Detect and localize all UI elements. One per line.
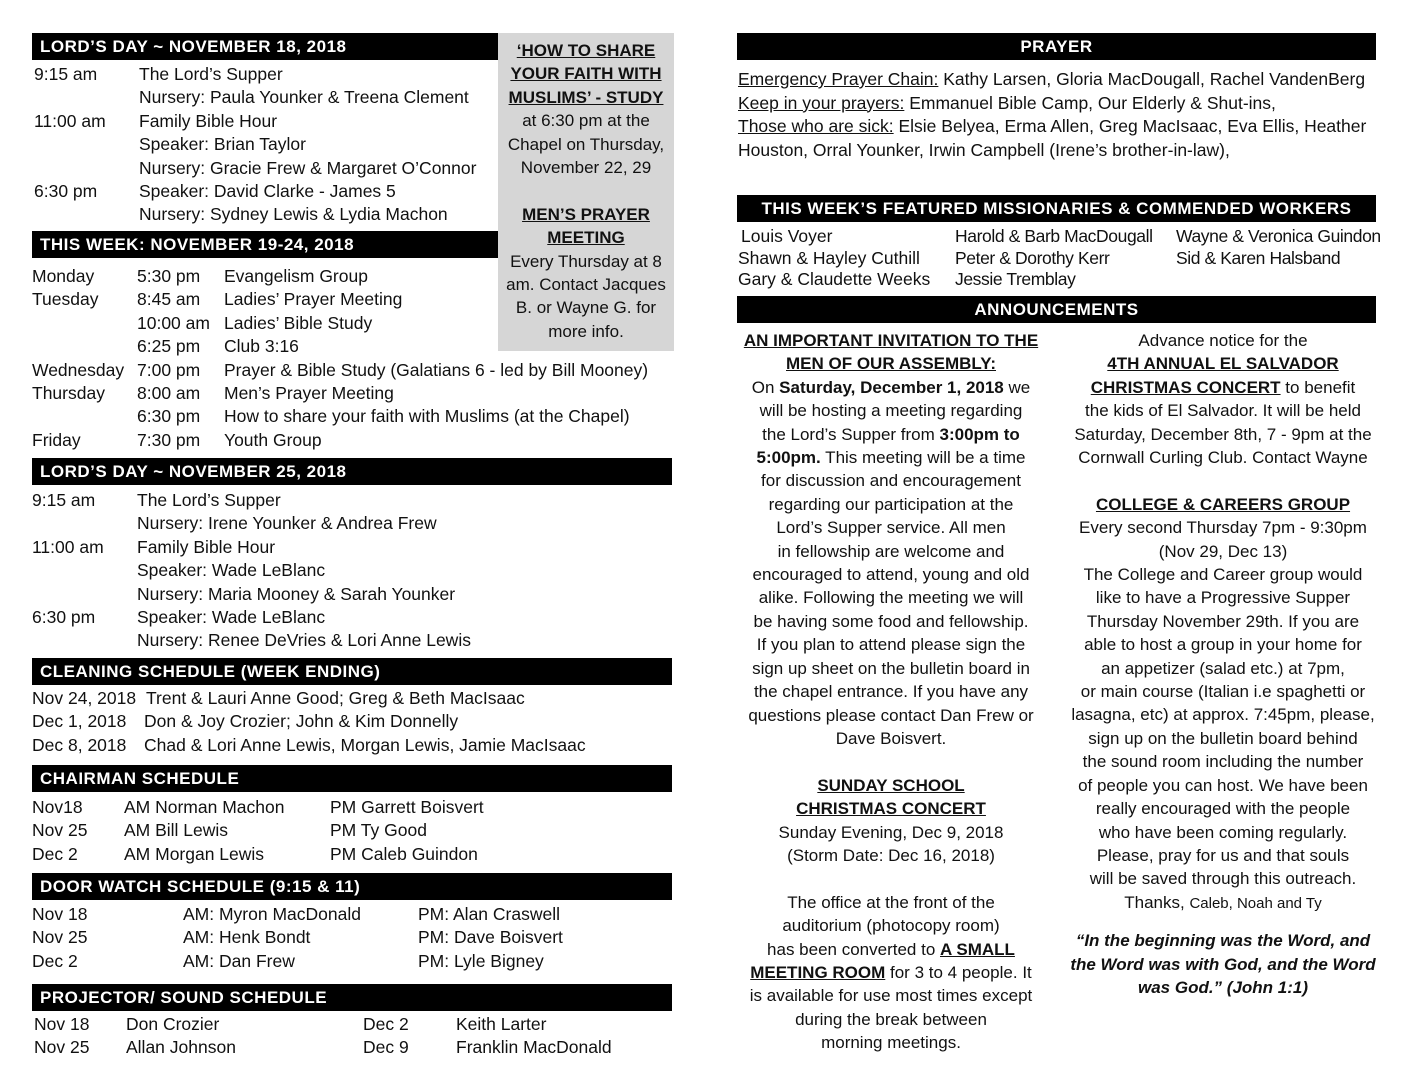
list-item: Wayne & Veronica Guindon bbox=[1176, 226, 1381, 246]
this-week-list bbox=[32, 265, 672, 452]
list-item: Tuesday 8:45 am Ladies’ Prayer Meeting bbox=[32, 289, 403, 310]
list-item: 11:00 am Family Bible Hour bbox=[34, 110, 278, 131]
list-item: Dec 2 AM Morgan Lewis PM Caleb Guindon bbox=[32, 843, 478, 864]
college-careers-title: COLLEGE & CAREERS GROUP bbox=[1095, 494, 1351, 514]
cleaning-schedule-header: CLEANING SCHEDULE (WEEK ENDING) bbox=[32, 658, 672, 685]
list-item: Nov18 AM Norman Machon PM Garrett Boisvert bbox=[32, 797, 484, 817]
missionaries-col-1 bbox=[738, 226, 930, 291]
list-item: Nursery: Irene Younker & Andrea Frew bbox=[137, 513, 437, 534]
list-item: Speaker: Brian Taylor bbox=[139, 134, 306, 155]
sick-line: Houston, Orral Younker, Irwin Campbell (Irene’s brother-in-law), bbox=[738, 139, 1230, 160]
thanks-line: Thanks, Caleb, Noah and Ty bbox=[1124, 892, 1322, 912]
list-item: Nursery: Renee DeVries & Lori Anne Lewis bbox=[137, 630, 471, 651]
bible-verse: was God.” (John 1:1) bbox=[1137, 977, 1309, 997]
sick-label: Those who are sick: bbox=[738, 116, 894, 137]
list-item: Dec 1, 2018 Don & Joy Crozier; John & Kim Donnelly bbox=[32, 711, 459, 732]
list-item: 9:15 am The Lord’s Supper bbox=[34, 64, 283, 84]
lords-day-nov18-header: LORD’S DAY ~ NOVEMBER 18, 2018 bbox=[32, 33, 498, 60]
missionaries-col-2 bbox=[955, 226, 1153, 291]
study-text: Chapel on Thursday, bbox=[507, 134, 665, 154]
list-item: Gary & Claudette Weeks bbox=[738, 269, 931, 289]
list-item: Jessie Tremblay bbox=[955, 269, 1076, 289]
el-salvador-title: 4TH ANNUAL EL SALVADOR bbox=[1107, 354, 1339, 374]
study-title: ‘HOW TO SHARE bbox=[516, 41, 656, 60]
list-item: Peter & Dorothy Kerr bbox=[955, 247, 1110, 268]
study-title: MUSLIMS’ - STUDY bbox=[508, 87, 664, 107]
study-text: November 22, 29 bbox=[520, 158, 652, 178]
mens-prayer-title: MEETING bbox=[547, 228, 625, 248]
list-item: Friday 7:30 pm Youth Group bbox=[32, 429, 322, 450]
list-item: Nov 18 AM: Myron MacDonald PM: Alan Craswell bbox=[32, 904, 560, 924]
announcements-left-column: AN IMPORTANT INVITATION TO THE MEN OF OUR ASSEMBLY: On Saturday, December 1, 2018 we will be hosting a meeting regarding the Lord’s Supper from 3:00pm to 5:00pm. This meeting will be a time for discussion and encouragement regarding our participation at the Lord’s Supper service. All men in fellowship are welcome and encouraged to attend, young and old alike. Following the meeting we will be having some food and fellowship. If you plan to attend please sign the sign up sheet on the bulletin board in the chapel entrance. If you have any questions please contact Dan Frew or Dave Boisvert. SUNDAY SCHOOL CHRISTMAS CONCERT Sunday Evening, Dec 9, 2018 (Storm Date: Dec 16, 2018) The office at the front of the auditorium (photocopy room) has been converted to A SMALL MEETING ROOM for 3 to 4 people. It is available for use most times except during the break between morning meetings. bbox=[737, 329, 1045, 1055]
lords-day-nov25-list bbox=[32, 489, 672, 653]
prayer-chain-label: Emergency Prayer Chain: bbox=[738, 69, 939, 89]
announcements-right-column: Advance notice for the 4TH ANNUAL EL SALVADOR CHRISTMAS CONCERT to benefit the kids of El Salvador. It will be held Saturday, December 8th, 7 - 9pm at the Cornwall Curling Club. Contact Wayne COLLEGE & CAREERS GROUP Every second Thursday 7pm - 9:30pm (Nov 29, Dec 13) The College and Career group would like to have a Progressive Supper Thursday November 29th. If you are able to host a group in your home for an appetizer (salad etc.) at 7pm, or main course (Italian i.e spaghetti or lasagna, etc) at approx. 7:45pm, please, sign up on the bulletin board behind the sound room including the number of people you can host. We have been really encouraged with the people who have been coming regularly. Please, pray for us and that souls will be saved through this outreach. Thanks, Caleb, Noah and Ty “In the beginning was the Word, and the Word was with God, and the Word was God.” (John 1:1) bbox=[1064, 329, 1382, 999]
study-title: YOUR FAITH WITH bbox=[510, 64, 662, 84]
list-item: Nov 24, 2018 Trent & Lauri Anne Good; Greg & Beth MacIsaac bbox=[32, 688, 525, 708]
keep-in-prayers-line: Keep in your prayers: Emmanuel Bible Camp, Our Elderly & Shut-ins, bbox=[738, 92, 1276, 113]
chairman-schedule-header: CHAIRMAN SCHEDULE bbox=[32, 765, 672, 792]
prayer-body bbox=[738, 68, 1378, 162]
keep-in-prayers-label: Keep in your prayers: bbox=[738, 92, 905, 113]
list-item: 6:30 pm How to share your faith with Muslims (at the Chapel) bbox=[137, 406, 630, 427]
list-item: 11:00 am Family Bible Hour bbox=[32, 536, 276, 557]
list-item: Nov 25 Allan Johnson Dec 9 Franklin MacDonald bbox=[34, 1037, 612, 1058]
list-item: 6:25 pm Club 3:16 bbox=[137, 336, 299, 357]
list-item: Thursday 8:00 am Men’s Prayer Meeting bbox=[32, 382, 394, 403]
list-item: Harold & Barb MacDougall bbox=[955, 226, 1153, 246]
cleaning-schedule-list bbox=[32, 687, 672, 757]
prayer-header: PRAYER bbox=[737, 33, 1376, 60]
projector-sound-schedule-header: PROJECTOR/ SOUND SCHEDULE bbox=[32, 984, 672, 1011]
list-item: Nursery: Sydney Lewis & Lydia Machon bbox=[139, 204, 448, 225]
list-item: 9:15 am The Lord’s Supper bbox=[32, 490, 281, 510]
mens-prayer-text: B. or Wayne G. for bbox=[515, 298, 657, 318]
list-item: Speaker: Wade LeBlanc bbox=[137, 560, 326, 581]
mens-prayer-text: Every Thursday at 8 bbox=[510, 251, 662, 271]
projector-sound-schedule-list bbox=[34, 1013, 674, 1060]
list-item: Dec 8, 2018 Chad & Lori Anne Lewis, Morgan Lewis, Jamie MacIsaac bbox=[32, 734, 586, 755]
list-item: Nursery: Paula Younker & Treena Clement bbox=[139, 87, 469, 108]
list-item: 6:30 pm Speaker: David Clarke - James 5 bbox=[34, 180, 396, 201]
chairman-schedule-list bbox=[32, 796, 672, 866]
list-item: Monday 5:30 pm Evangelism Group bbox=[32, 266, 368, 286]
announcements-header: ANNOUNCEMENTS bbox=[737, 296, 1376, 323]
list-item: Dec 2 AM: Dan Frew PM: Lyle Bigney bbox=[32, 950, 544, 971]
list-item: Nursery: Gracie Frew & Margaret O’Connor bbox=[139, 157, 477, 178]
door-watch-schedule-list bbox=[32, 903, 672, 973]
prayer-chain-line: Emergency Prayer Chain: Kathy Larsen, Gloria MacDougall, Rachel VandenBerg bbox=[738, 69, 1366, 89]
door-watch-schedule-header: DOOR WATCH SCHEDULE (9:15 & 11) bbox=[32, 873, 672, 900]
mens-prayer-title: MEN’S PRAYER bbox=[522, 204, 650, 224]
lords-day-nov18-list bbox=[34, 63, 498, 227]
list-item: Wednesday 7:00 pm Prayer & Bible Study (Galatians 6 - led by Bill Mooney) bbox=[32, 359, 649, 380]
missionaries-header: THIS WEEK’S FEATURED MISSIONARIES & COMMENDED WORKERS bbox=[737, 195, 1376, 222]
list-item: Shawn & Hayley Cuthill bbox=[738, 247, 920, 268]
list-item: Louis Voyer bbox=[741, 226, 833, 246]
list-item: Nov 18 Don Crozier Dec 2 Keith Larter bbox=[34, 1014, 547, 1034]
list-item: Nov 25 AM: Henk Bondt PM: Dave Boisvert bbox=[32, 927, 563, 948]
list-item: Nov 25 AM Bill Lewis PM Ty Good bbox=[32, 820, 427, 841]
sick-line: Those who are sick: Elsie Belyea, Erma Allen, Greg MacIsaac, Eva Ellis, Heather bbox=[738, 116, 1367, 137]
this-week-header: THIS WEEK: NOVEMBER 19-24, 2018 bbox=[32, 231, 498, 258]
missionaries-col-3 bbox=[1176, 226, 1381, 269]
list-item: 10:00 am Ladies’ Bible Study bbox=[137, 312, 373, 333]
mens-prayer-text: am. Contact Jacques bbox=[506, 275, 666, 295]
list-item: Sid & Karen Halsband bbox=[1176, 247, 1341, 268]
bible-verse: “In the beginning was the Word, and bbox=[1075, 931, 1371, 951]
lords-day-nov25-header: LORD’S DAY ~ NOVEMBER 25, 2018 bbox=[32, 458, 672, 485]
el-salvador-title: CHRISTMAS CONCERT bbox=[1090, 377, 1281, 397]
list-item: Nursery: Maria Mooney & Sarah Younker bbox=[137, 583, 456, 604]
sunday-school-title: CHRISTMAS CONCERT bbox=[796, 799, 986, 819]
study-text: at 6:30 pm at the bbox=[522, 111, 650, 131]
list-item: 6:30 pm Speaker: Wade LeBlanc bbox=[32, 606, 326, 627]
sunday-school-title: SUNDAY SCHOOL bbox=[817, 775, 965, 795]
bible-verse: the Word was with God, and the Word bbox=[1070, 954, 1376, 974]
invitation-title: AN IMPORTANT INVITATION TO THE bbox=[743, 331, 1039, 350]
mens-prayer-text: more info. bbox=[548, 321, 624, 341]
invitation-title: MEN OF OUR ASSEMBLY: bbox=[786, 354, 996, 374]
